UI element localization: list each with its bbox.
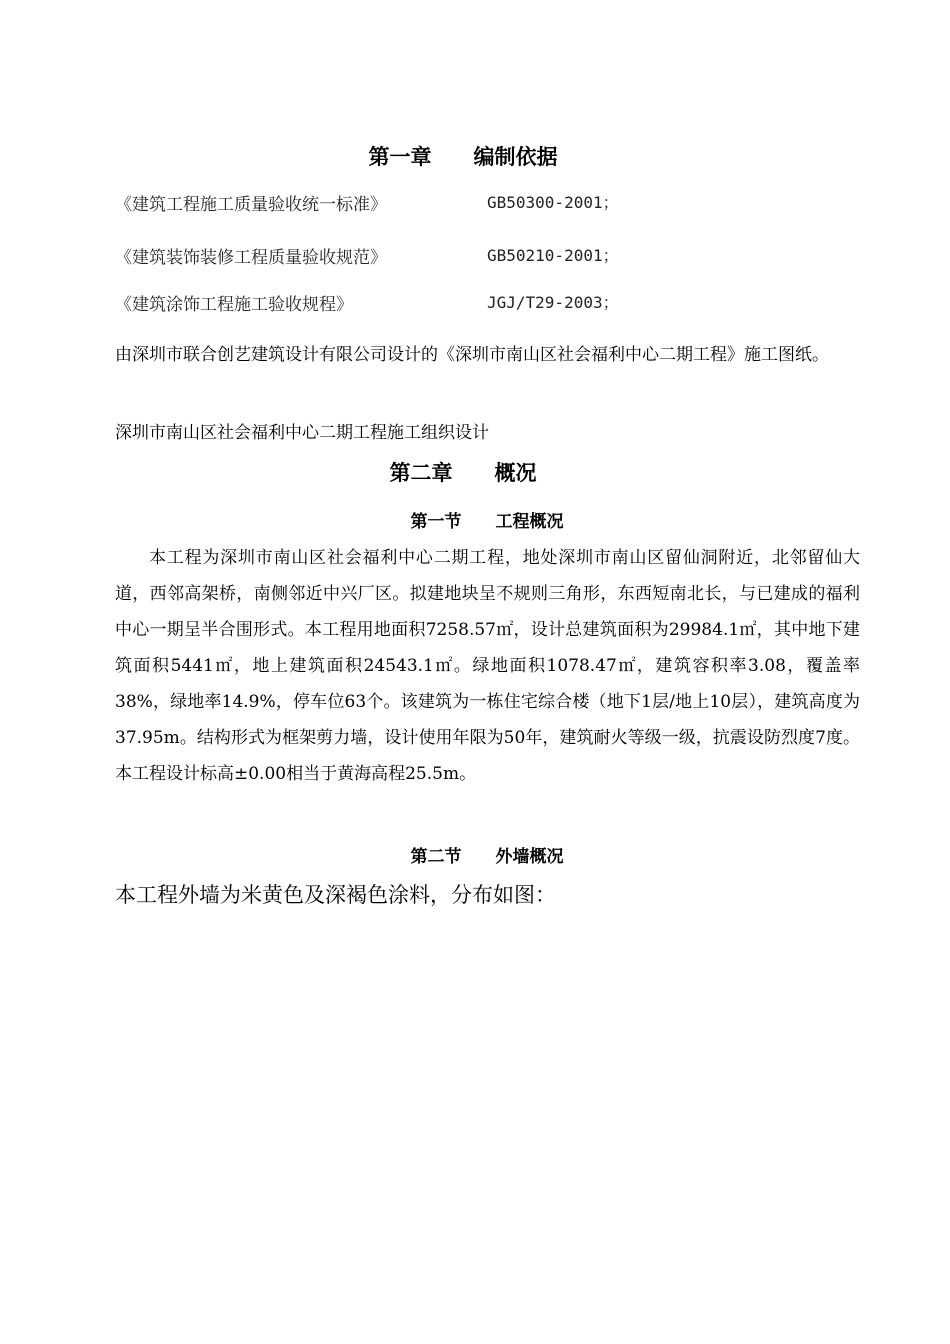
- reference-title: 《建筑涂饰工程施工验收规程》: [115, 295, 353, 315]
- reference-code: JGJ/T29-2003；: [487, 293, 619, 312]
- chapter-1-heading: 第一章 编制依据: [368, 145, 558, 169]
- section-2-heading: 第二节 外墙概况: [410, 847, 564, 867]
- reference-title: 《建筑装饰装修工程质量验收规范》: [115, 248, 387, 268]
- reference-title: 《建筑工程施工质量验收统一标准》: [115, 195, 387, 215]
- project-overview-paragraph: 本工程为深圳市南山区社会福利中心二期工程，地处深圳市南山区留仙洞附近，北邻留仙大道，西邻高架桥，南侧邻近中兴厂区。拟建地块呈不规则三角形，东西短南北长，与已建成的福利中心一期呈半合围形式。本工程用地面积7258.57㎡，设计总建筑面积为29984.1㎡，其中地下建筑面积5441㎡，地上建筑面积24543.1㎡。绿地面积1078.47㎡，建筑容积率3.08，覆盖率38%，绿地率14.9%，停车位63个。该建筑为一栋住宅综合楼（地下1层/地上10层），建筑高度为37.95m。结构形式为框架剪力墙，设计使用年限为50年，建筑耐火等级一级，抗震设防烈度7度。本工程设计标高±0.00相当于黄海高程25.5m。: [115, 548, 860, 784]
- basis-org-design-line: 深圳市南山区社会福利中心二期工程施工组织设计: [115, 423, 489, 443]
- basis-drawings-paragraph: 由深圳市联合创艺建筑设计有限公司设计的《深圳市南山区社会福利中心二期工程》施工图纸。: [115, 345, 829, 365]
- exterior-wall-paragraph: 本工程外墙为米黄色及深褐色涂料，分布如图：: [115, 883, 556, 907]
- reference-code: GB50300-2001；: [487, 193, 619, 212]
- reference-row: [115, 190, 855, 216]
- reference-row: [115, 243, 855, 269]
- chapter-2-heading: 第二章 概况: [389, 461, 537, 485]
- reference-row: [115, 290, 855, 316]
- section-1-heading: 第一节 工程概况: [410, 512, 564, 532]
- reference-code: GB50210-2001；: [487, 246, 619, 265]
